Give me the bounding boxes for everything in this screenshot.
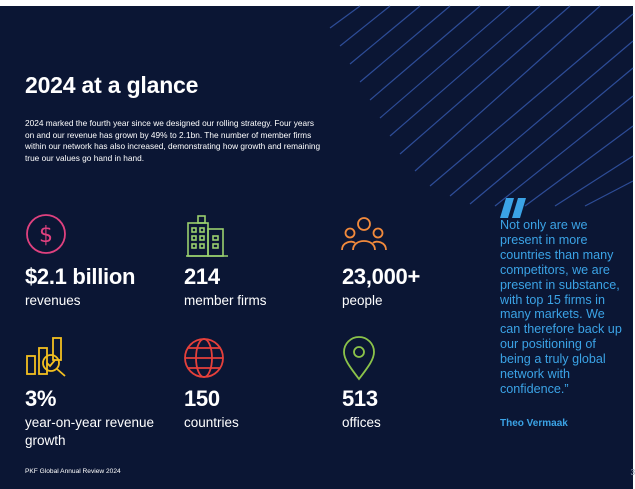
quote-text: Not only are we present in more countries than many competitors, we are present in substance, with top 15 firms in many markets. We can therefore back up our positioning of being a truly global network with confidence.” [500,218,622,396]
dollar-icon [25,214,69,258]
stat-countries [184,336,334,432]
intro-paragraph: 2024 marked the fourth year since we designed our rolling strategy. Four years on and our revenue has grown by 49% to 2.1bn. The number of member firms within our network has also increased, demonstrating how growth and remaining true our values go hand in hand. [25,118,321,163]
stat-revenue-growth [25,336,175,450]
decorative-stripes [320,6,633,206]
quote-author: Theo Vermaak [500,418,568,429]
stat-label: year-on-year revenue growth [25,415,155,448]
stat-offices [342,336,492,432]
stat-people [342,214,492,310]
stat-member-firms [184,214,334,310]
stat-value: $2.1 billion [25,264,136,289]
stat-value: 214 [184,264,220,289]
stat-value: 513 [342,386,378,411]
annual-review-page [0,6,633,489]
stat-label: people [342,293,383,308]
location-pin-icon [342,336,386,380]
growth-chart-icon [25,336,69,380]
stat-value: 3% [25,386,57,411]
quote-mark-icon [500,198,528,220]
stat-label: countries [184,415,239,430]
stat-label: offices [342,415,381,430]
stat-label: member firms [184,293,267,308]
stat-value: 23,000+ [342,264,421,289]
globe-icon [184,336,228,380]
page-title: 2024 at a glance [25,72,199,98]
footer-text: PKF Global Annual Review 2024 [25,468,121,475]
svg-text:$: $ [39,223,53,248]
stat-label: revenues [25,293,81,308]
page-number: 3 [630,468,635,477]
buildings-icon [184,214,228,258]
people-icon [342,214,386,258]
stat-revenues [25,214,175,310]
stat-value: 150 [184,386,220,411]
